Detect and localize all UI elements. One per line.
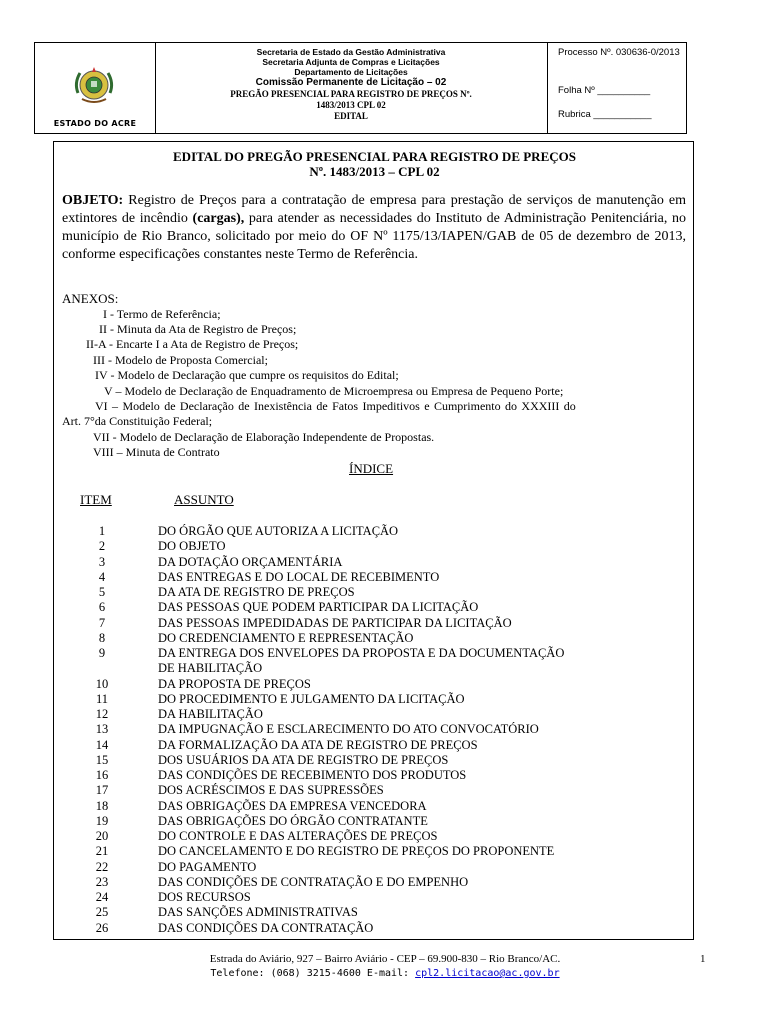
anexo-item: III - Modelo de Proposta Comercial; bbox=[93, 353, 268, 367]
page-number: 1 bbox=[700, 953, 706, 965]
anexo-item: I - Termo de Referência; bbox=[103, 307, 221, 321]
index-row-number: 9 bbox=[98, 646, 106, 660]
index-row-number: 23 bbox=[95, 874, 109, 889]
objeto-label: OBJETO: bbox=[62, 193, 124, 208]
anexo-item-continuation: Art. 7°da Constituição Federal; bbox=[62, 414, 213, 428]
header-secretaria: Secretaria de Estado da Gestão Administrativa bbox=[256, 47, 446, 57]
index-row-number: 7 bbox=[98, 615, 106, 630]
header-edital: EDITAL bbox=[334, 111, 368, 121]
document-header bbox=[34, 42, 687, 134]
objeto-text-b: para atender as necessidades do Instituto de Administração Penitenciária, no município de Rio Branco, solicitado por meio do OF Nº 1175/13/IAPEN/GAB de 05 de dezembro de 2013, conforme especificações constantes neste Termo de Referência. bbox=[62, 211, 686, 262]
index-row-number: 3 bbox=[98, 554, 106, 569]
anexo-item: II - Minuta da Ata de Registro de Preços; bbox=[99, 322, 297, 336]
index-row bbox=[62, 539, 692, 554]
index-row-number: 10 bbox=[95, 676, 109, 691]
header-secretaria-adjunta: Secretaria Adjunta de Compras e Licitações bbox=[262, 57, 440, 67]
index-row-number: 13 bbox=[95, 722, 109, 737]
index-row bbox=[62, 814, 692, 829]
index-row-title: DO ÓRGÃO QUE AUTORIZA A LICITAÇÃO bbox=[158, 524, 399, 538]
index-row-number: 5 bbox=[98, 585, 106, 599]
index-row bbox=[62, 570, 692, 585]
index-row bbox=[62, 585, 692, 600]
index-row-title: DA IMPUGNAÇÃO E ESCLARECIMENTO DO ATO CONVOCATÓRIO bbox=[158, 722, 539, 737]
index-row bbox=[62, 829, 692, 844]
index-row-title: DO CONTROLE E DAS ALTERAÇÕES DE PREÇOS bbox=[158, 829, 438, 843]
index-row bbox=[62, 646, 692, 661]
header-pregao-number: 1483/2013 CPL 02 bbox=[316, 100, 386, 110]
index-row-title: DO PROCEDIMENTO E JULGAMENTO DA LICITAÇÃO bbox=[158, 691, 465, 706]
anexo-item: VII - Modelo de Declaração de Elaboração Independente de Propostas. bbox=[93, 430, 435, 444]
index-row bbox=[62, 875, 692, 890]
anexo-item: VI – Modelo de Declaração de Inexistência de Fatos Impeditivos e Cumprimento do XXXIII do bbox=[95, 399, 576, 413]
anexos-heading: ANEXOS: bbox=[62, 291, 119, 306]
header-process-cell bbox=[547, 43, 687, 133]
index-row-title: DAS OBRIGAÇÕES DO ÓRGÃO CONTRATANTE bbox=[158, 813, 428, 828]
index-row-title: DO CREDENCIAMENTO E REPRESENTAÇÃO bbox=[158, 630, 414, 645]
index-row-number: 25 bbox=[95, 905, 109, 920]
indice-heading: ÍNDICE bbox=[349, 461, 394, 476]
index-row-number: 8 bbox=[98, 630, 106, 645]
objeto-paragraph bbox=[62, 192, 686, 264]
index-row-title: DA HABILITAÇÃO bbox=[158, 707, 263, 721]
item-column-header: ITEM bbox=[80, 492, 112, 507]
index-row bbox=[62, 753, 692, 768]
index-row-title: DA FORMALIZAÇÃO DA ATA DE REGISTRO DE PREÇOS bbox=[158, 737, 478, 752]
index-row bbox=[62, 860, 692, 875]
index-row-title: DA ATA DE REGISTRO DE PREÇOS bbox=[158, 585, 355, 599]
footer-phone: Telefone: (068) 3215-4600 E-mail: bbox=[210, 968, 416, 979]
index-row-number: 18 bbox=[95, 798, 109, 813]
index-row bbox=[62, 905, 692, 920]
index-row-number: 1 bbox=[98, 524, 106, 538]
index-row bbox=[62, 890, 692, 905]
index-row bbox=[62, 600, 692, 615]
rubrica-field: Rubrica ___________ bbox=[558, 109, 652, 120]
index-row-title: DO OBJETO bbox=[158, 539, 226, 554]
index-row bbox=[62, 555, 692, 570]
index-row bbox=[62, 844, 692, 859]
index-row-number: 15 bbox=[95, 752, 109, 767]
index-row-title: DAS ENTREGAS E DO LOCAL DE RECEBIMENTO bbox=[158, 569, 440, 584]
index-row-number: 22 bbox=[95, 859, 109, 874]
index-row-number: 26 bbox=[95, 920, 109, 935]
index-row-title: DE HABILITAÇÃO bbox=[158, 661, 263, 676]
header-title-cell bbox=[155, 43, 548, 133]
index-row-number: 24 bbox=[95, 890, 109, 904]
index-row-number: 20 bbox=[95, 829, 109, 843]
index-row-title: DO PAGAMENTO bbox=[158, 859, 257, 874]
index-row-title: DA PROPOSTA DE PREÇOS bbox=[158, 676, 311, 691]
index-row-number: 4 bbox=[98, 569, 106, 584]
index-row-title: DA DOTAÇÃO ORÇAMENTÁRIA bbox=[158, 554, 343, 569]
index-row-number: 2 bbox=[98, 539, 106, 554]
objeto-text-a: Registro de Preços para a contratação de empresa para prestação de serviços de manutenção em extintores de incêndio bbox=[62, 193, 686, 226]
state-seal-icon bbox=[72, 63, 116, 107]
index-row-title: DA ENTREGA DOS ENVELOPES DA PROPOSTA E DA DOCUMENTAÇÃO bbox=[158, 646, 565, 660]
index-row-number: 14 bbox=[95, 737, 109, 752]
anexo-item: VIII – Minuta de Contrato bbox=[93, 445, 220, 459]
index-row-number: 16 bbox=[95, 768, 109, 782]
index-row bbox=[62, 799, 692, 814]
index-row bbox=[62, 707, 692, 722]
objeto-bold: (cargas), bbox=[192, 211, 245, 226]
index-row bbox=[62, 738, 692, 753]
index-row-title: DOS USUÁRIOS DA ATA DE REGISTRO DE PREÇOS bbox=[158, 752, 449, 767]
edital-number: Nº. 1483/2013 – CPL 02 bbox=[309, 164, 440, 179]
index-row-title: DAS PESSOAS IMPEDIDADAS DE PARTICIPAR DA LICITAÇÃO bbox=[158, 615, 512, 630]
anexo-item: II-A - Encarte I a Ata de Registro de Preços; bbox=[86, 337, 299, 351]
index-row bbox=[62, 783, 692, 798]
assunto-column-header: ASSUNTO bbox=[174, 492, 234, 507]
index-row bbox=[62, 768, 692, 783]
index-row-title: DOS RECURSOS bbox=[158, 890, 251, 904]
index-row-number: 21 bbox=[95, 844, 109, 859]
index-row bbox=[62, 677, 692, 692]
index-row bbox=[62, 692, 692, 707]
index-row-title: DAS CONDIÇÕES DE RECEBIMENTO DOS PRODUTOS bbox=[158, 768, 467, 782]
index-row-title: DO CANCELAMENTO E DO REGISTRO DE PREÇOS DO PROPONENTE bbox=[158, 844, 555, 859]
index-row-number: 19 bbox=[95, 813, 109, 828]
index-row bbox=[62, 661, 692, 676]
index-row bbox=[62, 722, 692, 737]
logo-caption: ESTADO DO ACRE bbox=[53, 119, 137, 128]
folha-field: Folha Nº __________ bbox=[558, 85, 651, 96]
index-row bbox=[62, 616, 692, 631]
index-row-number: 6 bbox=[98, 600, 106, 615]
index-row bbox=[62, 524, 692, 539]
index-row-title: DOS ACRÉSCIMOS E DAS SUPRESSÕES bbox=[158, 783, 384, 798]
index-row-title: DAS CONDIÇÕES DA CONTRATAÇÃO bbox=[158, 920, 374, 935]
anexo-item: IV - Modelo de Declaração que cumpre os requisitos do Edital; bbox=[95, 368, 399, 382]
footer-address: Estrada do Aviário, 927 – Bairro Aviário - CEP – 69.900-830 – Rio Branco/AC. bbox=[209, 953, 561, 965]
header-logo-cell bbox=[35, 43, 156, 133]
index-row-title: DAS CONDIÇÕES DE CONTRATAÇÃO E DO EMPENHO bbox=[158, 874, 469, 889]
index-row-number: 12 bbox=[95, 707, 109, 721]
header-departamento: Departamento de Licitações bbox=[294, 67, 408, 77]
anexo-item: V – Modelo de Declaração de Enquadramento de Microempresa ou Empresa de Pequeno Porte; bbox=[104, 384, 564, 398]
index-row-number: 17 bbox=[95, 783, 109, 798]
index-row-title: DAS PESSOAS QUE PODEM PARTICIPAR DA LICITAÇÃO bbox=[158, 600, 479, 615]
edital-title: EDITAL DO PREGÃO PRESENCIAL PARA REGISTRO DE PREÇOS bbox=[173, 149, 576, 164]
header-comissao: Comissão Permanente de Licitação – 02 bbox=[255, 77, 447, 88]
index-row-number: 11 bbox=[95, 691, 109, 706]
index-row-title: DAS SANÇÕES ADMINISTRATIVAS bbox=[158, 905, 358, 920]
index-row-title: DAS OBRIGAÇÕES DA EMPRESA VENCEDORA bbox=[158, 798, 427, 813]
header-pregao: PREGÃO PRESENCIAL PARA REGISTRO DE PREÇOS Nº. bbox=[230, 89, 472, 99]
email-link[interactable]: cpl2.licitacao@ac.gov.br bbox=[415, 968, 560, 979]
index-row bbox=[62, 921, 692, 936]
footer-contact bbox=[0, 968, 770, 979]
index-row bbox=[62, 631, 692, 646]
process-number: Processo Nº. 030636-0/2013 bbox=[558, 47, 680, 58]
